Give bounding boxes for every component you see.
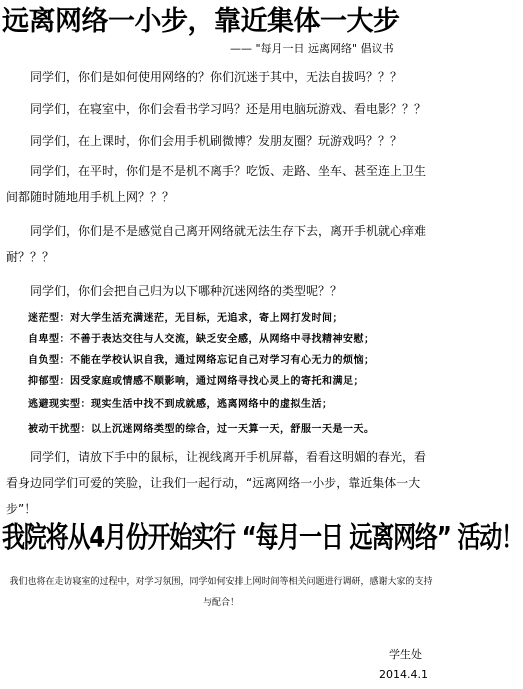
question-text: 同学们，你们是如何使用网络的？你们沉迷于其中，无法自拔吗？？？ <box>30 70 403 84</box>
question-text: 同学们，你们会把自己归为以下哪种沉迷网络的类型呢？？ <box>30 284 343 298</box>
type-item: 逃避现实型：现实生活中找不到成就感，逃离网络中的虚拟生活； <box>28 399 333 410</box>
signature: 学生处 <box>389 648 422 661</box>
document-title: 远离网络一小步，靠近集体一大步 <box>2 6 400 37</box>
question-text: 同学们，在平时，你们是不是机不离手？吃饭、走路、坐车、甚至连上卫生间都随时随地用手机上网？？？ <box>6 164 427 204</box>
question-paragraph <box>6 218 434 270</box>
question-paragraph <box>6 64 434 90</box>
type-item: 抑郁型：因受家庭或情感不顺影响，通过网络寻找心灵上的寄托和满足； <box>28 376 364 387</box>
activity-banner: 我院将从4月份开始实行 “每月一日 远离网络” 活动！ <box>2 522 523 555</box>
call-to-action-text: 同学们，请放下手中的鼠标，让视线离开手机屏幕，看看这明媚的春光，看看身边同学们可爱的笑脸，让我们一起行动，“远离网络一小步，靠近集体一大步”！ <box>6 450 427 516</box>
type-item: 被动干扰型：以上沉迷网络类型的综合，过一天算一天，舒服一天是一天。 <box>28 424 375 435</box>
call-to-action-paragraph <box>6 444 434 522</box>
question-text: 同学们，在上课时，你们会用手机刷微博？发朋友圈？玩游戏吗？？？ <box>30 134 403 148</box>
type-item: 自卑型：不善于表达交往与人交流，缺乏安全感，从网络中寻找精神安慰； <box>28 334 375 345</box>
question-paragraph <box>6 96 434 122</box>
type-item: 迷茫型：对大学生活充满迷茫，无目标，无追求，寄上网打发时间； <box>28 313 343 324</box>
document-date: 2014.4.1 <box>379 668 428 681</box>
survey-note: 我们也将在走访寝室的过程中，对学习氛围，同学如何安排上网时间等相关问题进行调研，感谢大家的支持与配合！ <box>9 577 433 608</box>
document-subtitle: —— "每月一日 远离网络" 倡议书 <box>230 42 394 55</box>
type-item: 自负型：不能在学校认识自我，通过网络忘记自己对学习有心无力的烦恼； <box>28 355 375 366</box>
question-text: 同学们，在寝室中，你们会看书学习吗？还是用电脑玩游戏、看电影？？？ <box>30 102 427 116</box>
question-paragraph <box>6 278 434 304</box>
question-paragraph <box>6 128 434 154</box>
question-paragraph <box>6 158 434 210</box>
question-text: 同学们，你们是不是感觉自己离开网络就无法生存下去，离开手机就心痒难耐？？？ <box>6 224 427 264</box>
